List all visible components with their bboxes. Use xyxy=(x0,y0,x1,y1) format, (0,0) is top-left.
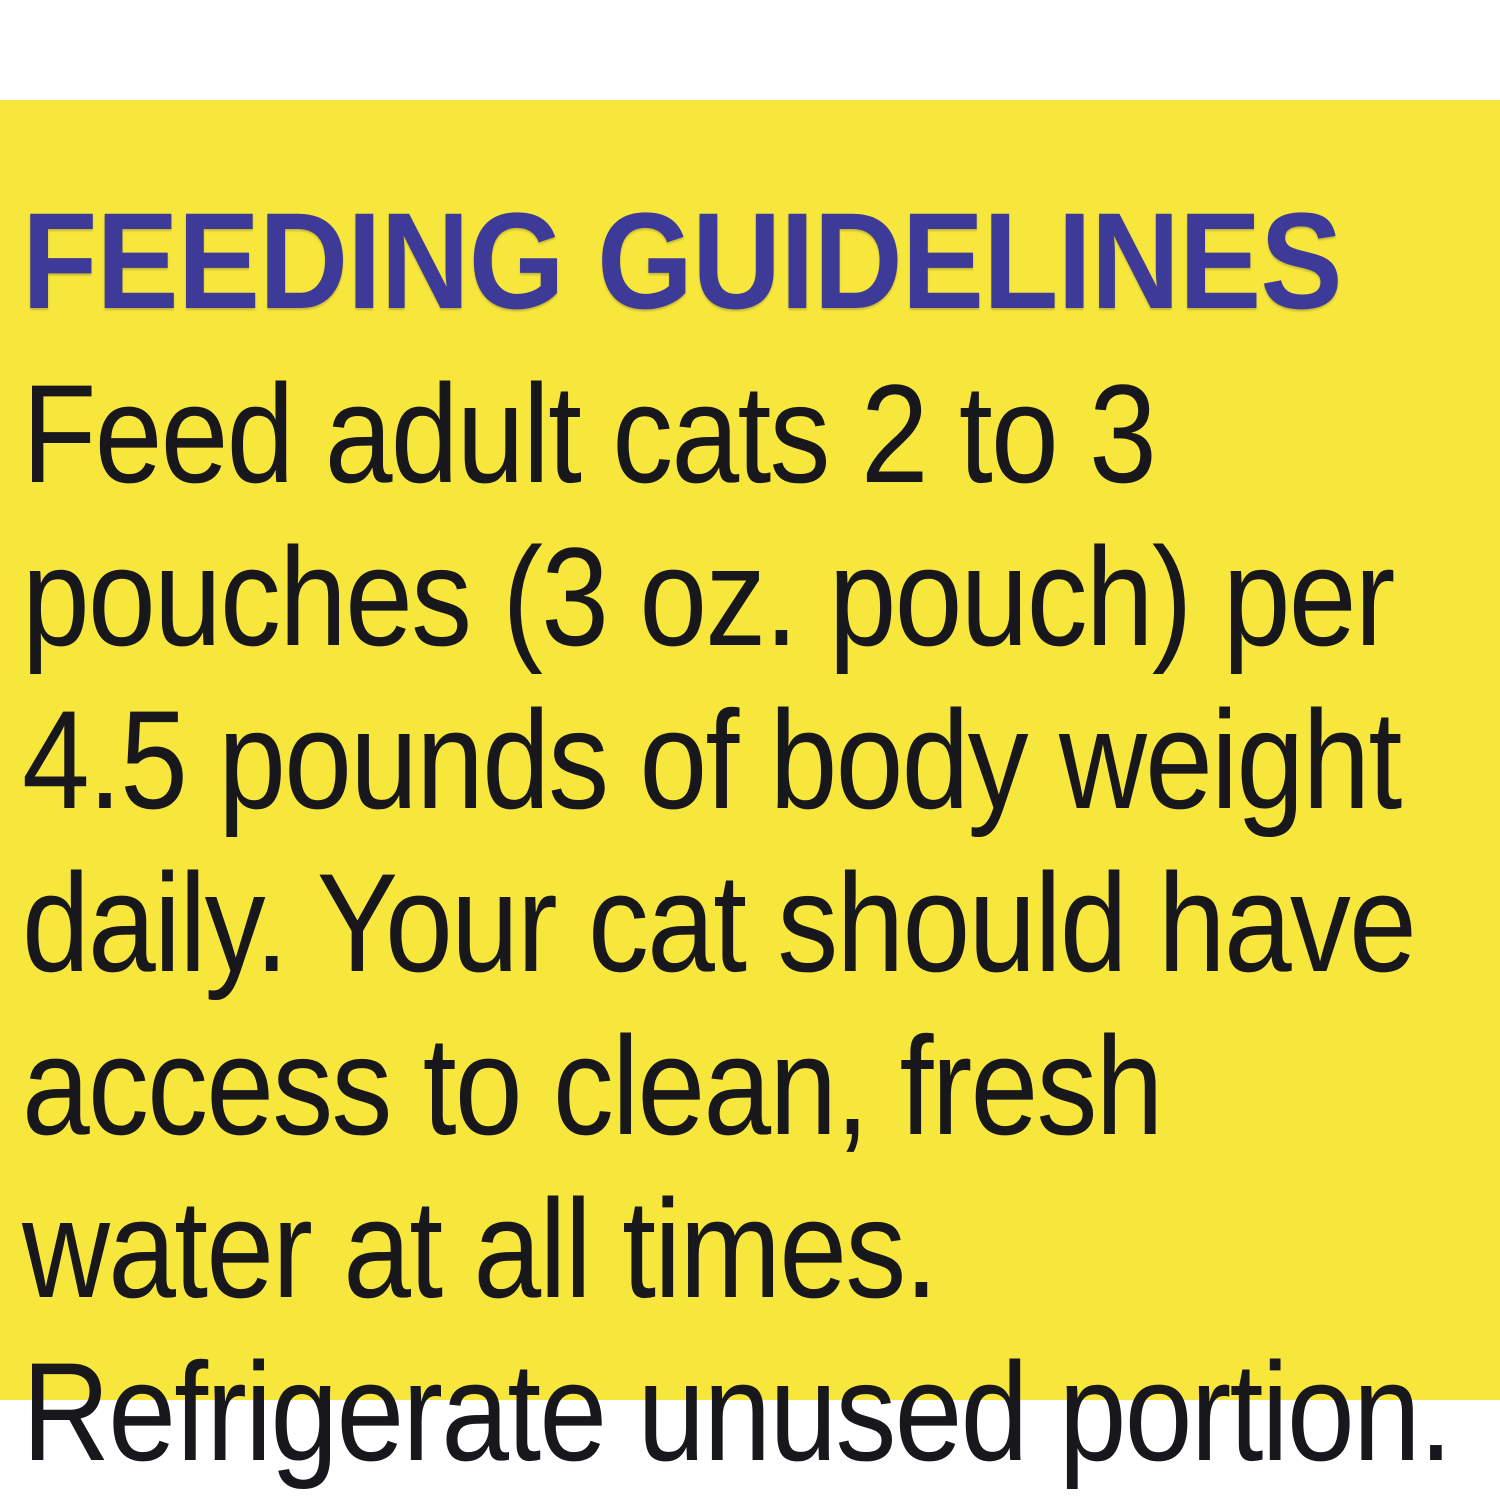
feeding-guidelines-heading: FEEDING GUIDELINES xyxy=(22,185,1342,338)
body-text-line: 4.5 pounds of body weight xyxy=(22,681,1401,838)
body-text-line: daily. Your cat should have xyxy=(22,844,1416,1001)
feeding-guidelines-body xyxy=(22,352,1500,1493)
body-text-line: water at all times. xyxy=(22,1170,937,1327)
body-text-line: pouches (3 oz. pouch) per xyxy=(22,518,1394,675)
body-text-line: Refrigerate unused portion. xyxy=(22,1333,1452,1490)
feeding-guidelines-panel xyxy=(0,100,1500,1490)
body-text-line: access to clean, fresh xyxy=(22,1007,1162,1164)
body-text-line: Feed adult cats 2 to 3 xyxy=(22,355,1156,512)
